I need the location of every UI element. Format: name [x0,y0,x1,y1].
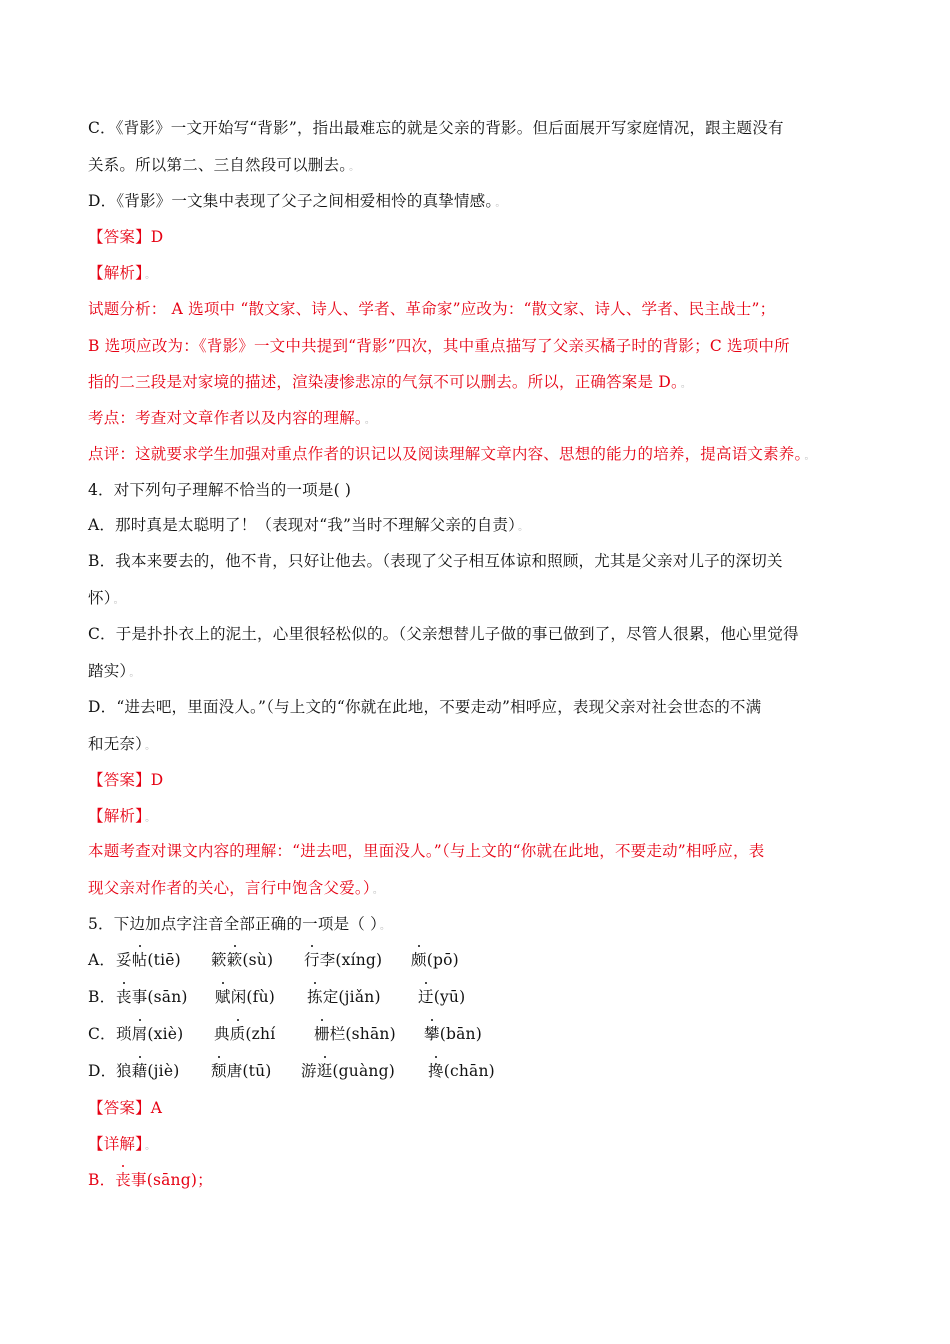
q3-answer: 【答案】D [88,228,164,246]
q5-detail-b: B．丧事(sāng)； [88,1171,213,1189]
q5-stem: 5．下边加点字注音全部正确的一项是（ ） 。 [88,915,391,933]
paragraph-mark: 。 [145,270,156,281]
dotted-char: 行 [304,951,320,969]
dotted-char: 屑 [131,1025,148,1043]
paragraph-mark: 。 [113,595,124,606]
q3-option-c-line1: C．《背影》一文开始写“背影”，指出最难忘的就是父亲的背影。但后面展开写家庭情况，跟主题没有 [88,119,784,137]
paragraph-mark: 。 [364,415,376,426]
q5-a-word-3: 行李(xíng) [304,951,383,969]
q5-option-a [88,950,868,970]
q5-c-word-1: 琐屑(xiè) [116,1025,184,1043]
dotted-char: 赋 [215,988,231,1006]
option-letter: C． [88,1025,116,1043]
q5-c-word-3: 栅栏(shān) [314,1025,396,1043]
paragraph-mark: 。 [680,379,692,390]
paragraph-mark: 。 [380,921,391,932]
q4-option-b-line1: B．我本来要去的，他不肯，只好让他去。（表现了父子相互体谅和照顾，尤其是父亲对儿子的深切关 [88,552,783,570]
q5-answer: 【答案】A [88,1099,163,1117]
dotted-char: 帖 [131,951,148,969]
q5-d-word-2: 颓唐(tū) [211,1062,272,1080]
q4-option-d-line2: 和无奈） 。 [88,735,156,753]
paragraph-mark: 。 [145,741,156,752]
dotted-char: 丧 [116,988,132,1006]
paragraph-mark: 。 [518,522,529,533]
q4-analysis-label: 【解析】 。 [88,807,156,825]
q5-c-word-4: 攀(bān) [424,1025,482,1043]
q4-option-c-line1: C．于是扑扑衣上的泥土，心里很轻松似的。（父亲想替儿子做的事已做到了，尽管人很累，他心里觉得 [88,625,799,643]
q4-option-c-line2: 踏实） 。 [88,662,140,680]
q5-a-word-1: 妥帖(tiē) [116,951,181,969]
q5-d-word-1: 狼藉(jiè) [116,1062,180,1080]
q3-dianping: 点评：这就要求学生加强对重点作者的识记以及阅读理解文章内容、思想的能力的培养，提高语文素养。 。 [88,445,815,463]
q5-option-c [88,1024,868,1044]
q5-d-word-3: 游逛(guàng) [301,1062,395,1080]
q5-detail-label: 【详解】 。 [88,1135,156,1153]
dotted-char: 藉 [131,1062,148,1080]
dotted-char: 质 [229,1025,246,1043]
q3-analysis-line3: 指的二三段是对家境的描述，渲染凄惨悲凉的气氛不可以删去。所以，正确答案是 D。 。 [88,373,692,391]
dotted-char: 栅 [314,1025,330,1043]
q5-a-word-2: 簌簌(sù) [211,951,274,969]
q3-option-c-line2: 关系。所以第二、三自然段可以删去。 。 [88,156,360,174]
dotted-char: 簌 [226,951,243,969]
dotted-char: 颇 [411,951,427,969]
q5-d-word-4: 搀(chān) [428,1062,495,1080]
q4-analysis-line2: 现父亲对作者的关心，言行中饱含父爱。） 。 [88,879,384,897]
paragraph-mark: 。 [349,162,360,173]
q5-b-word-1: 丧事(sān) [116,988,188,1006]
q5-b-word-4: 迂(yū) [418,988,466,1006]
q3-analysis-line2: B 选项应改为：《背影》一文中共提到“背影”四次，其中重点描写了父亲买橘子时的背影；C 选项中所 [88,337,790,355]
q5-b-word-3: 拣定(jiǎn) [307,988,381,1006]
paragraph-mark: 。 [804,451,815,462]
q3-kaodian: 考点：考查对文章作者以及内容的理解。 。 [88,409,376,427]
paragraph-mark: 。 [495,198,506,209]
q3-analysis-line1: 试题分析： A 选项中 “散文家、诗人、学者、革命家”应改为：“散文家、诗人、学者、民主战士”； [88,300,776,318]
paragraph-mark: 。 [145,813,156,824]
dotted-char: 拣 [307,988,323,1006]
paragraph-mark: 。 [145,1141,156,1152]
dotted-char: 攀 [424,1025,440,1043]
q3-analysis-label: 【解析】 。 [88,264,156,282]
q4-option-d-line1: D．“进去吧，里面没人。”（与上文的“你就在此地，不要走动”相呼应，表现父亲对社会世态的不满 [88,698,762,716]
q4-analysis-line1: 本题考查对课文内容的理解：“进去吧，里面没人。”（与上文的“你就在此地，不要走动”相呼应，表 [88,842,765,860]
q4-stem: 4．对下列句子理解不恰当的一项是( ) [88,481,352,499]
q5-option-b [88,987,868,1007]
option-letter: A． [88,951,116,969]
dotted-char: 颓 [211,1062,227,1080]
dotted-char: 迂 [418,988,434,1006]
q4-option-b-line2: 怀） 。 [88,589,124,607]
dotted-char: 搀 [428,1062,444,1080]
q4-option-a: A．那时真是太聪明了！（表现对“我”当时不理解父亲的自责） 。 [88,516,529,534]
q4-answer: 【答案】D [88,771,164,789]
option-letter: D． [88,1062,117,1080]
dotted-char: 逛 [316,1062,333,1080]
q5-b-word-2: 赋闲(fù) [215,988,276,1006]
option-letter: B． [88,988,116,1006]
paragraph-mark: 。 [372,885,384,896]
dotted-char: 丧 [115,1171,131,1189]
paragraph-mark: 。 [129,668,140,679]
q5-a-word-4: 颇(pō) [411,951,459,969]
q3-option-d: D．《背影》一文集中表现了父子之间相爱相怜的真挚情感。 。 [88,192,506,210]
q5-option-d [88,1061,868,1081]
q5-c-word-2: 典质(zhí [214,1025,276,1043]
